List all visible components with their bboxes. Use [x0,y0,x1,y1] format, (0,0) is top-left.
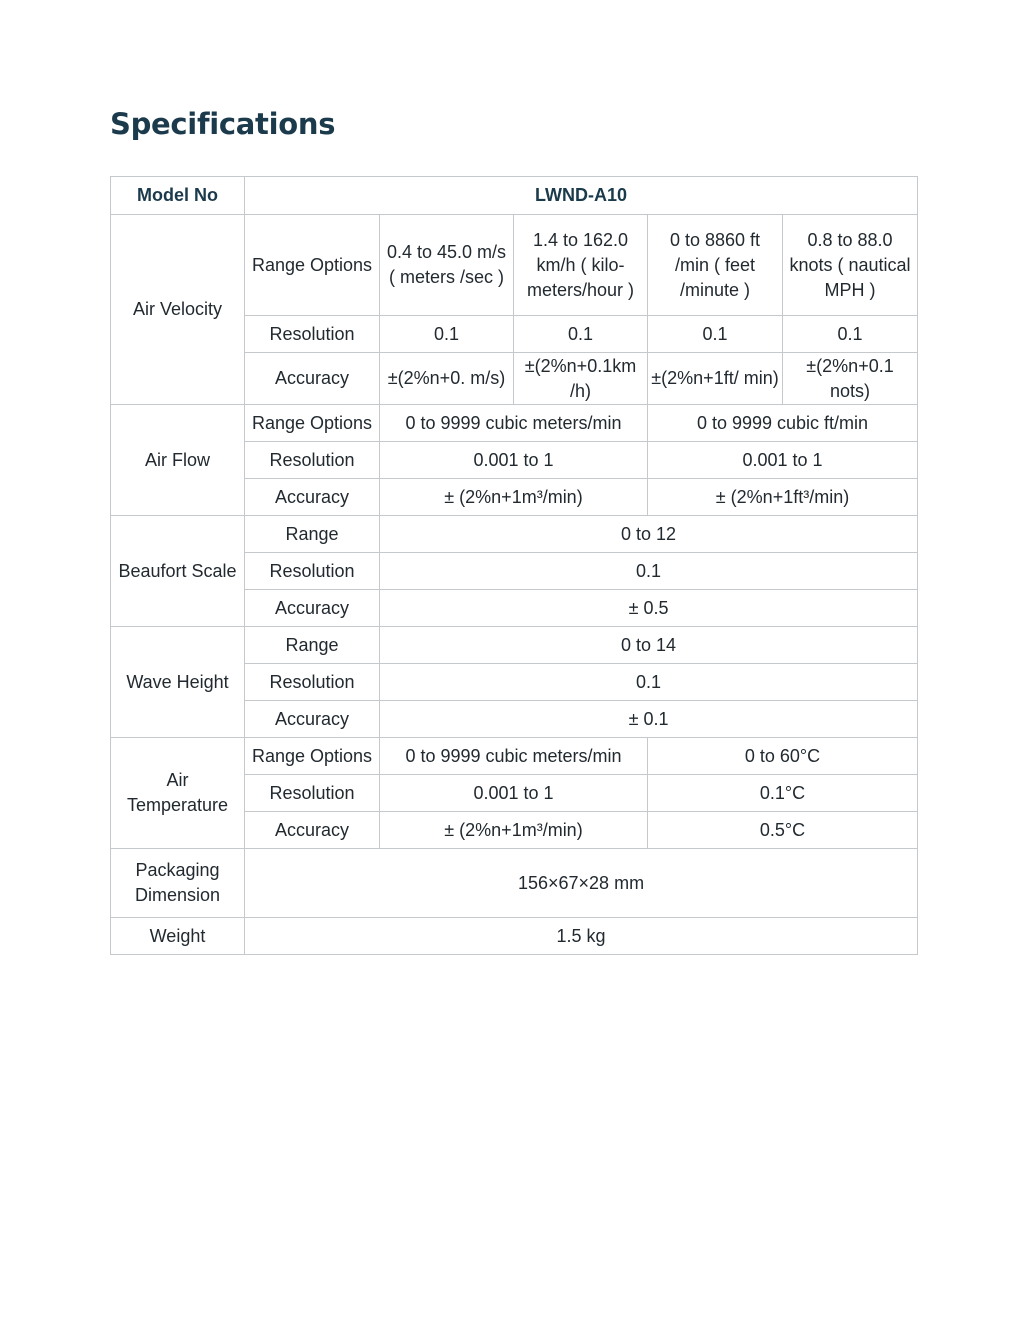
row-label: Resolution [245,775,380,812]
row-label: Resolution [245,442,380,479]
cell: ± 0.5 [380,590,918,627]
table-row [111,215,918,316]
model-no-label: Model No [111,177,245,215]
cell: 0 to 60°C [648,738,918,775]
row-label: Range Options [245,738,380,775]
cell: ± 0.1 [380,701,918,738]
page-title: Specifications [110,107,336,141]
packaging-dimension-value: 156×67×28 mm [245,849,918,918]
cell: 0.001 to 1 [380,775,648,812]
row-label: Accuracy [245,479,380,516]
wave-height-label: Wave Height [111,627,245,738]
row-label: Accuracy [245,812,380,849]
cell: 0 to 12 [380,516,918,553]
packaging-dimension-label: Packaging Dimension [111,849,245,918]
cell: ±(2%n+0.1km /h) [514,353,648,405]
cell: 0.4 to 45.0 m/s ( meters /sec ) [380,215,514,316]
table-row [111,516,918,553]
cell: ±(2%n+0.1 nots) [783,353,918,405]
table-row [111,849,918,918]
cell: ± (2%n+1ft³/min) [648,479,918,516]
cell: ±(2%n+0. m/s) [380,353,514,405]
weight-value: 1.5 kg [245,918,918,955]
row-label: Range [245,627,380,664]
row-label: Range [245,516,380,553]
table-row [111,738,918,775]
cell: 0.1 [380,553,918,590]
specifications-table [110,176,918,955]
cell: 0.1 [648,316,783,353]
cell: 0 to 14 [380,627,918,664]
row-label: Resolution [245,553,380,590]
cell: 0 to 8860 ft /min ( feet /minute ) [648,215,783,316]
cell: ±(2%n+1ft/ min) [648,353,783,405]
cell: ± (2%n+1m³/min) [380,812,648,849]
row-label: Range Options [245,215,380,316]
table-row [111,177,918,215]
cell: 0.1°C [648,775,918,812]
air-velocity-label: Air Velocity [111,215,245,405]
row-label: Accuracy [245,590,380,627]
cell: 0.001 to 1 [380,442,648,479]
weight-label: Weight [111,918,245,955]
cell: 0 to 9999 cubic ft/min [648,405,918,442]
table-row [111,918,918,955]
row-label: Resolution [245,664,380,701]
row-label: Accuracy [245,353,380,405]
cell: 0.1 [783,316,918,353]
row-label: Range Options [245,405,380,442]
cell: 0.001 to 1 [648,442,918,479]
air-temperature-label: Air Temperature [111,738,245,849]
table-row [111,627,918,664]
cell: ± (2%n+1m³/min) [380,479,648,516]
row-label: Accuracy [245,701,380,738]
row-label: Resolution [245,316,380,353]
cell: 0.1 [380,664,918,701]
cell: 0.1 [380,316,514,353]
cell: 0 to 9999 cubic meters/min [380,738,648,775]
cell: 0.8 to 88.0 knots ( nautical MPH ) [783,215,918,316]
table-row [111,405,918,442]
cell: 0.1 [514,316,648,353]
cell: 1.4 to 162.0 km/h ( kilo-meters/hour ) [514,215,648,316]
cell: 0.5°C [648,812,918,849]
air-flow-label: Air Flow [111,405,245,516]
model-no-value: LWND-A10 [245,177,918,215]
cell: 0 to 9999 cubic meters/min [380,405,648,442]
beaufort-scale-label: Beaufort Scale [111,516,245,627]
